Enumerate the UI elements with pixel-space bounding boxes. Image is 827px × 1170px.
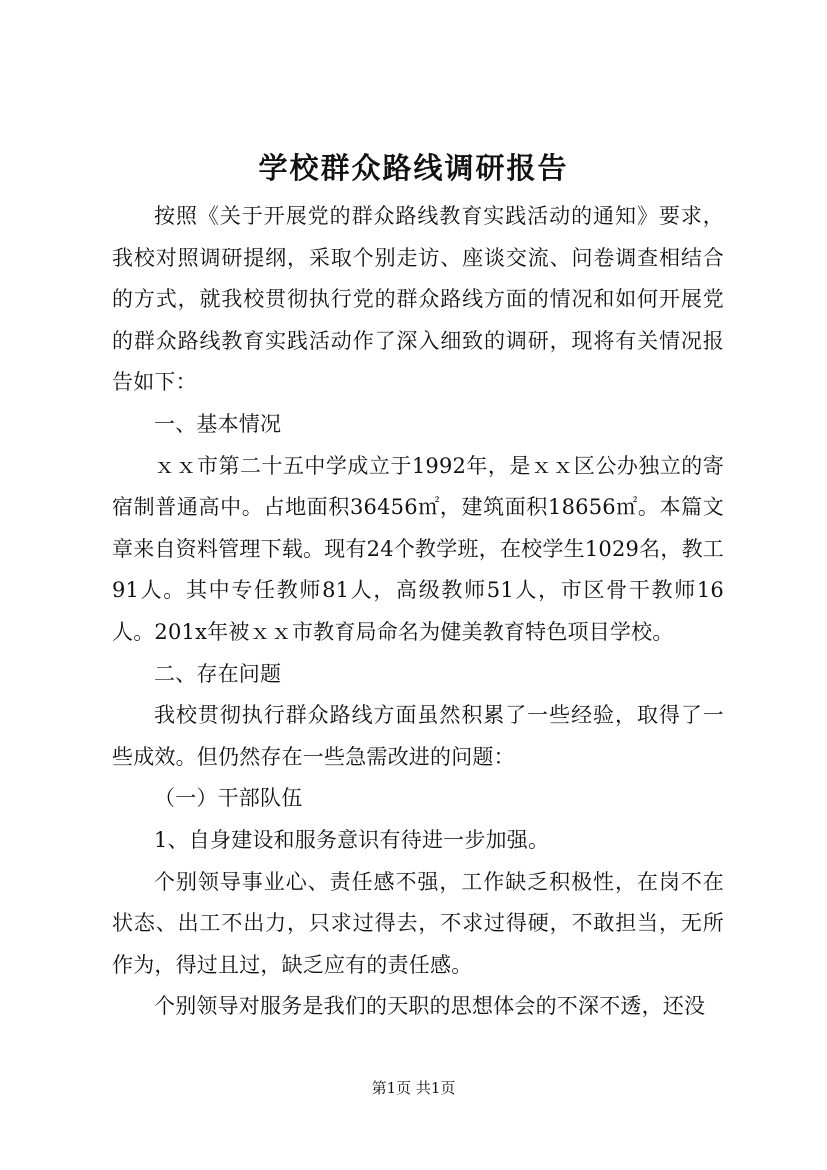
section-heading-basic: 一、基本情况 xyxy=(154,411,282,436)
document-body xyxy=(112,196,724,1028)
paragraph-problems: 我校贯彻执行群众路线方面虽然积累了一些经验，取得了一些成效。但仍然存在一些急需改进的问题： xyxy=(112,703,724,769)
paragraph-responsibility: 个别领导事业心、责任感不强，工作缺乏积极性，在岗不在状态、出工不出力，只求过得去，不求过得硬，不敢担当，无所作为，得过且过，缺乏应有的责任感。 xyxy=(112,869,724,977)
paragraph-basic: ｘｘ市第二十五中学成立于1992年，是ｘｘ区公办独立的寄宿制普通高中。占地面积36456㎡，建筑面积18656㎡。本篇文章来自资料管理下载。现有24个教学班，在校学生1029名，教工91人。其中专任教师81人，高级教师51人，市区骨干教师16人。201x年被ｘｘ市教育局命名为健美教育特色项目学校。 xyxy=(112,453,724,644)
document-title: 学校群众路线调研报告 xyxy=(258,151,569,185)
page-footer: 第1页 共1页 xyxy=(371,1079,456,1097)
paragraph-intro: 按照《关于开展党的群众路线教育实践活动的通知》要求，我校对照调研提纲，采取个别走访、座谈交流、问卷调查相结合的方式，就我校贯彻执行党的群众路线方面的情况和如何开展党的群众路线教育实践活动作了深入细致的调研，现将有关情况报告如下： xyxy=(112,204,724,395)
list-item-1: 1、自身建设和服务意识有待进一步加强。 xyxy=(154,827,550,852)
paragraph-service: 个别领导对服务是我们的天职的思想体会的不深不透，还没 xyxy=(154,994,706,1019)
subsection-heading-cadre: （一）干部队伍 xyxy=(154,786,303,811)
section-heading-problems: 二、存在问题 xyxy=(154,661,282,686)
